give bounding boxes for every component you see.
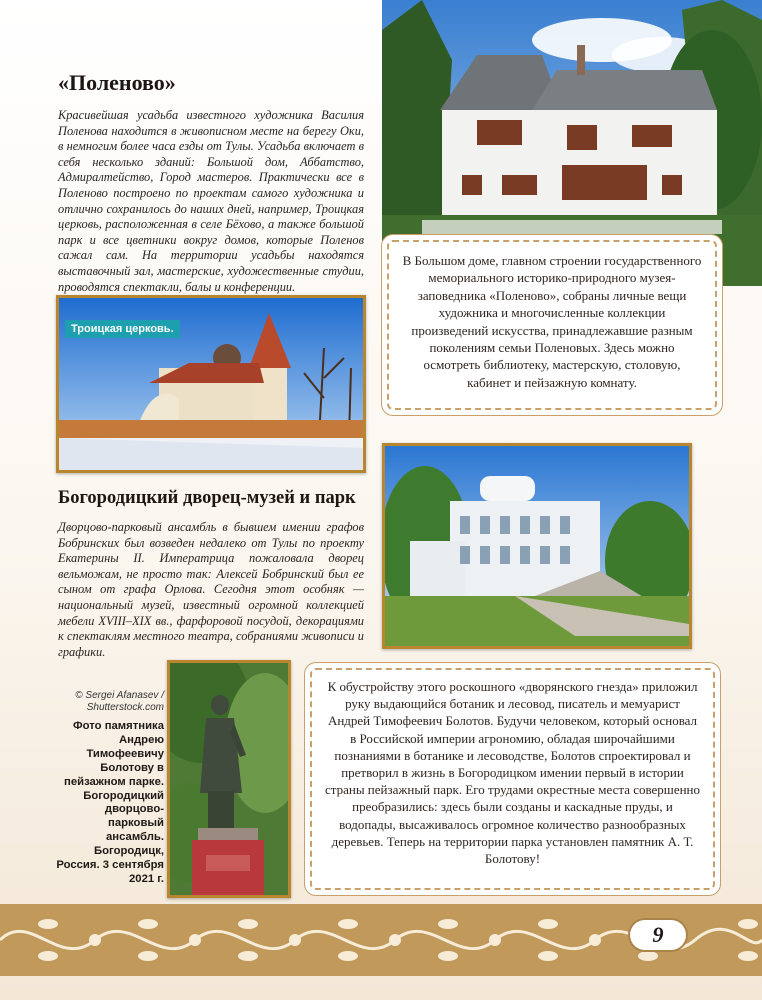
bogoroditsk-palace-photo [382, 443, 692, 649]
bolotov-monument-photo [167, 660, 291, 898]
section-title-polenovo: «Поленово» [58, 70, 176, 95]
page-number: 9 [652, 922, 664, 947]
photo-credit: © Sergei Afanasev / Shutterstock.com [75, 690, 164, 713]
bolotov-callout-text: К обустройству этого роскошного «дворянского гнезда» приложил руку выдающийся ботаник и лесовод, писатель и мемуарист Андрей Тимофеевич Болотов. Будучи человеком, который основал в Российской империи агрономию, обладая широчайшими познаниями в ботанике и лесоводстве, Болотов спроектировал и претворил в жизнь в Богородицком имении первый в истории страны пейзажный парк. Его трудами окрестные места совершенно преобразились: здесь были созданы и каскадные пруды, и водопады, высаживалось огромное количество разнообразных деревьев. Теперь на территории парка установлен памятник А. Т. Болотову! [324, 679, 701, 867]
page-number-badge [630, 920, 686, 950]
church-photo-label: Троицкая церковь. [65, 320, 180, 338]
polenovo-callout-text: В Большом доме, главном строении государственного мемориального историко-природного музея-заповедника «Поленово», собраны личные вещи художника и многочисленные коллекции произведений искусства, принадлежавшие разным поколениям семьи Поленовых. Здесь можно осмотреть библиотеку, мастерскую, столовую, кабинет и пейзажную комнату. [402, 253, 702, 390]
bolotov-callout [310, 668, 715, 890]
monument-caption: Фото памятника Андрею Тимофеевичу Болотову в пейзажном парке. Богородицкий дворцово-парковый ансамбль. Богородицк, Россия. 3 сентября 2021 г. [56, 720, 164, 885]
trinity-church-photo [56, 295, 366, 473]
section-text-bogoroditsk: Дворцово-парковый ансамбль в бывшем имении графов Бобринских был возведен недалеко от Тулы по проекту Екатерины II. Императрица пожаловала дворец вельможам, не просто так: Алексей Бобринский был ее сыном от графа Орлова. Сегодня этот особняк — национальный музей, известный огромной коллекцией мебели XVIII–XIX вв., фарфоровой посудой, декорациями к спектаклям местного театра, собраниями живописи и графики. [58, 520, 364, 659]
section-text-polenovo: Красивейшая усадьба известного художника Василия Поленова находится в живописном месте на берегу Оки, в немногим более часа езды от Тулы. Усадьба включает в себя несколько зданий: Большой дом, Аббатство, Адмиралтейство, Город мастеров. Практически все в Поленово построено по проектам самого художника и отлично сохранилось до наших дней, например, Троицкая церковь, расположенная в селе Бёхово, а также большой парк и все цветники вокруг домов, которые Поленов сажал сам. На территории усадьбы находятся выставочный зал, мастерские, художественные студии, проводятся спектакли, балы и конференции. [58, 108, 364, 294]
section-title-bogoroditsk: Богородицкий дворец-музей и парк [58, 488, 356, 508]
polenovo-callout [387, 240, 717, 410]
